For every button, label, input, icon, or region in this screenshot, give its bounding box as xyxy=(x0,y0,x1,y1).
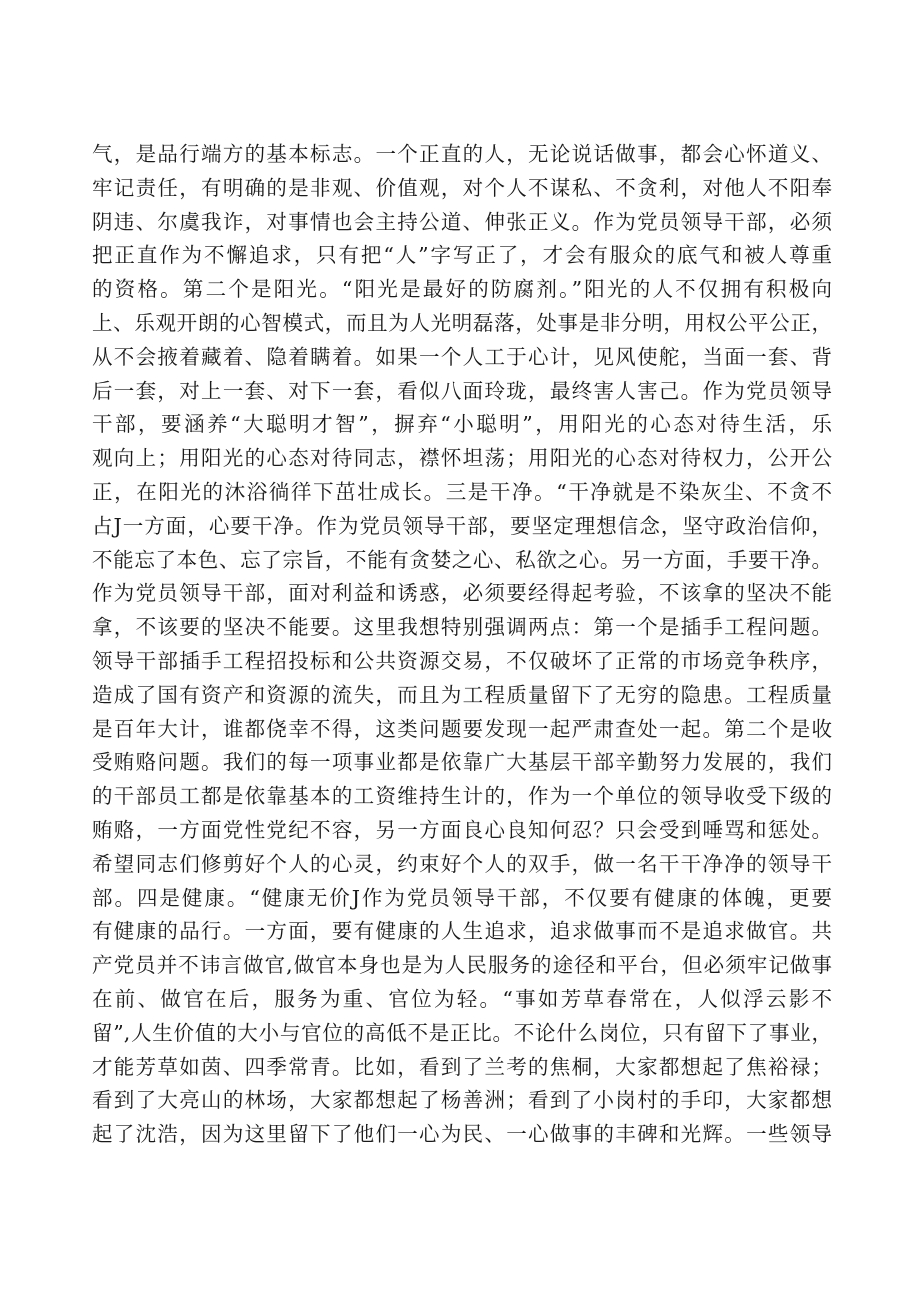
text-line: 气，是品行端方的基本标志。一个正直的人，无论说话做事，都会心怀道义、 xyxy=(92,142,832,166)
text-line: 上、乐观开朗的心智模式，而且为人光明磊落，处事是非分明，用权公平公正， xyxy=(92,310,832,335)
text-line: 贿赂，一方面党性党纪不容，另一方面良心良知何忍？只会受到唾骂和惩处。 xyxy=(92,817,832,842)
body-text xyxy=(92,138,832,1152)
text-line: 在前、做官在后，服务为重、官位为轻。“事如芳草春常在，人似浮云影不 xyxy=(92,986,832,1011)
text-line: 牢记责任，有明确的是非观、价值观，对个人不谋私、不贪利，对他人不阳奉 xyxy=(92,175,832,200)
text-line: 把正直作为不懈追求，只有把“人”字写正了，才会有服众的底气和被人尊重 xyxy=(92,243,832,268)
text-line: 受贿赂问题。我们的每一项事业都是依靠广大基层干部辛勤努力发展的，我们 xyxy=(92,750,832,775)
text-line: 起了沈浩，因为这里留下了他们一心为民、一心做事的丰碑和光辉。一些领导 xyxy=(92,1122,832,1147)
text-line: 后一套，对上一套、对下一套，看似八面玲珑，最终害人害己。作为党员领导 xyxy=(92,378,832,403)
text-line: 才能芳草如茵、四季常青。比如，看到了兰考的焦桐，大家都想起了焦裕禄； xyxy=(92,1054,832,1079)
text-line: 观向上；用阳光的心态对待同志，襟怀坦荡；用阳光的心态对待权力，公开公 xyxy=(92,446,832,471)
text-line: 阴违、尔虞我诈，对事情也会主持公道、伸张正义。作为党员领导干部，必须 xyxy=(92,209,832,234)
text-line: 领导干部插手工程招投标和公共资源交易，不仅破坏了正常的市场竞争秩序， xyxy=(92,648,832,673)
text-line: 的资格。第二个是阳光。“阳光是最好的防腐剂。”阳光的人不仅拥有积极向 xyxy=(92,277,832,302)
text-line: 从不会掖着藏着、隐着瞒着。如果一个人工于心计，见风使舵，当面一套、背 xyxy=(92,344,832,369)
text-line: 是百年大计，谁都侥幸不得，这类问题要发现一起严肃查处一起。第二个是收 xyxy=(92,716,832,741)
text-line: 部。四是健康。“健康无价J作为党员领导干部，不仅要有健康的体魄，更要 xyxy=(92,885,832,910)
text-line: 产党员并不讳言做官,做官本身也是为人民服务的途径和平台，但必须牢记做事 xyxy=(92,953,832,978)
text-line: 作为党员领导干部，面对利益和诱惑，必须要经得起考验，不该拿的坚决不能 xyxy=(92,581,832,606)
text-line: 希望同志们修剪好个人的心灵，约束好个人的双手，做一名干干净净的领导干 xyxy=(92,851,832,876)
text-line: 正，在阳光的沐浴徜徉下茁壮成长。三是干净。“干净就是不染灰尘、不贪不 xyxy=(92,479,832,504)
text-line: 造成了国有资产和资源的流失，而且为工程质量留下了无穷的隐患。工程质量 xyxy=(92,682,832,707)
text-line: 干部，要涵养“大聪明才智”，摒弃“小聪明”，用阳光的心态对待生活，乐 xyxy=(92,412,832,437)
text-line: 留”,人生价值的大小与官位的高低不是正比。不论什么岗位，只有留下了事业， xyxy=(92,1020,832,1045)
text-line: 不能忘了本色、忘了宗旨，不能有贪婪之心、私欲之心。另一方面，手要干净。 xyxy=(92,547,832,572)
text-line: 占J一方面，心要干净。作为党员领导干部，要坚定理想信念，坚守政治信仰， xyxy=(92,513,832,538)
text-line: 有健康的品行。一方面，要有健康的人生追求，追求做事而不是追求做官。共 xyxy=(92,919,832,944)
text-line: 拿，不该要的坚决不能要。这里我想特别强调两点：第一个是插手工程问题。 xyxy=(92,615,832,640)
text-line: 的干部员工都是依靠基本的工资维持生计的，作为一个单位的领导收受下级的 xyxy=(92,784,832,809)
text-line: 看到了大亮山的林场，大家都想起了杨善洲；看到了小岗村的手印，大家都想 xyxy=(92,1088,832,1113)
